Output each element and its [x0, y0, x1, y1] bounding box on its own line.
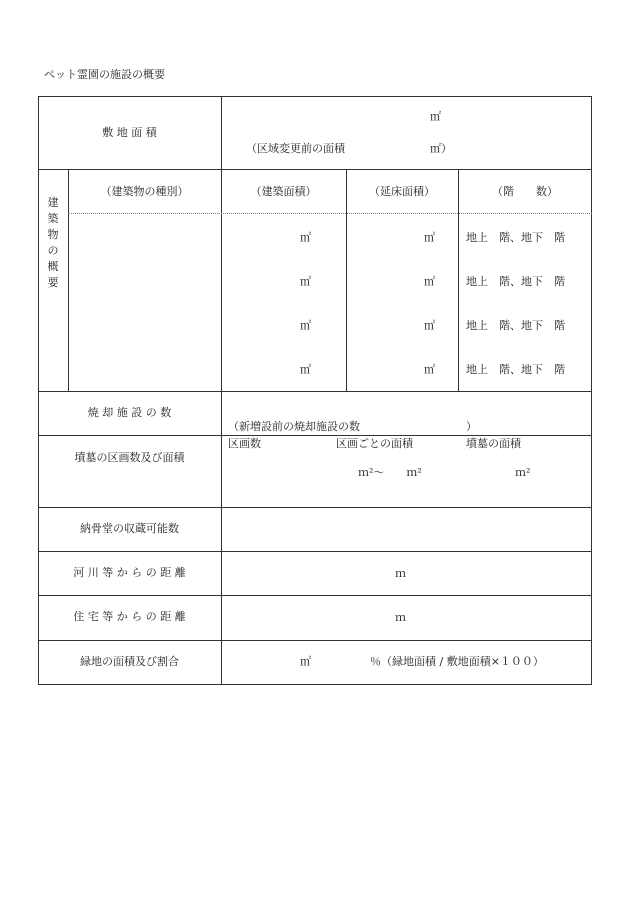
row-divider: [38, 169, 592, 170]
floors-value: 地上 階、地下 階: [466, 363, 565, 376]
graves-total-area-header: 墳墓の面積: [466, 437, 521, 450]
green-area-ratio: ％（緑地面積 / 敷地面積×１００）: [370, 655, 544, 668]
floor-area-unit: ㎡: [424, 231, 435, 244]
row-divider: [38, 507, 592, 508]
floors-header: （階 数）: [492, 185, 558, 198]
building-area-unit: ㎡: [300, 275, 311, 288]
graves-each-area-header: 区画ごとの面積: [336, 437, 413, 450]
floor-area-unit: ㎡: [424, 275, 435, 288]
river-distance-label: 河 川 等 か ら の 距 離: [73, 566, 186, 579]
river-distance-unit: ｍ: [395, 567, 406, 580]
column-divider: [458, 169, 459, 391]
building-area-unit: ㎡: [300, 231, 311, 244]
building-type-header: （建築物の種別）: [100, 185, 189, 198]
building-area-unit: ㎡: [300, 319, 311, 332]
floor-area-unit: ㎡: [424, 363, 435, 376]
graves-count-header: 区画数: [228, 437, 261, 450]
site-area-unit: ㎡: [430, 110, 441, 123]
graves-each-area-range: ｍ²～ ｍ²: [358, 466, 422, 479]
building-area-header: （建築面積）: [250, 185, 317, 198]
row-divider: [38, 640, 592, 641]
floors-value: 地上 階、地下 階: [466, 275, 565, 288]
ossuary-label: 納骨堂の収蔵可能数: [80, 522, 179, 535]
green-area-label: 緑地の面積及び割合: [80, 655, 179, 668]
column-divider: [68, 169, 69, 391]
floor-area-unit: ㎡: [424, 319, 435, 332]
column-divider: [346, 169, 347, 391]
row-divider: [38, 595, 592, 596]
floor-area-header: （延床面積）: [369, 185, 435, 198]
graves-total-area-unit: ｍ²: [515, 466, 531, 479]
site-area-before-unit: ㎡）: [430, 142, 452, 155]
incinerator-before-label: （新増設前の焼却施設の数: [228, 420, 360, 433]
floors-value: 地上 階、地下 階: [466, 231, 565, 244]
page-title: ペット霊園の施設の概要: [44, 68, 165, 81]
site-area-before-label: （区域変更前の面積: [246, 142, 345, 155]
incinerator-label: 焼 却 施 設 の 数: [87, 406, 172, 419]
housing-distance-label: 住 宅 等 か ら の 距 離: [73, 610, 186, 623]
building-area-unit: ㎡: [300, 363, 311, 376]
row-divider: [38, 391, 592, 392]
row-divider: [38, 551, 592, 552]
floors-value: 地上 階、地下 階: [466, 319, 565, 332]
header-dotted-divider: [68, 213, 592, 214]
building-section-label: 建 築 物 の 概 要: [47, 196, 59, 289]
row-divider: [38, 435, 592, 436]
graves-label: 墳墓の区画数及び面積: [74, 451, 185, 464]
incinerator-before-close: ）: [466, 420, 477, 433]
green-area-unit: ㎡: [300, 655, 311, 668]
site-area-label: 敷 地 面 積: [102, 126, 157, 139]
housing-distance-unit: ｍ: [395, 611, 406, 624]
